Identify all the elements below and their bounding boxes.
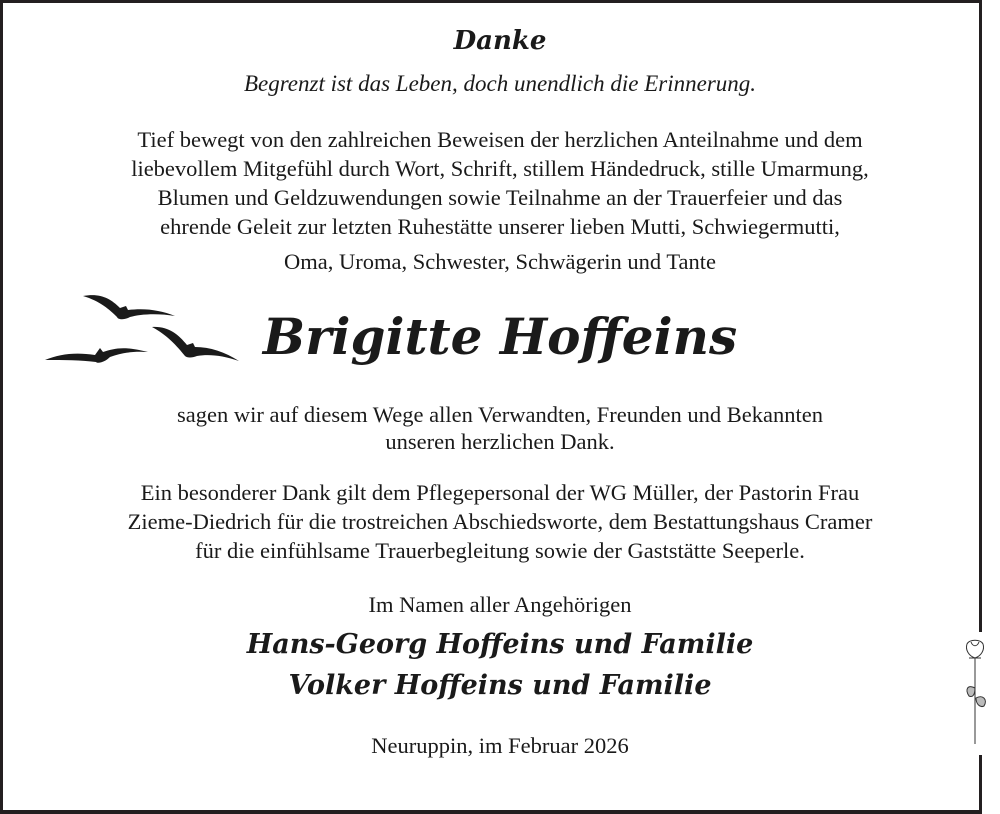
frame-border-right-lower: [979, 755, 982, 814]
rose-icon: [955, 638, 995, 748]
intro-line: Blumen und Geldzuwendungen sowie Teilnahme an der Trauerfeier und das: [157, 185, 843, 210]
intro-line: ehrende Geleit zur letzten Ruhestätte unserer lieben Mutti, Schwiegermutti,: [160, 214, 840, 239]
signatory: Hans-Georg Hoffeins und Familie: [246, 629, 754, 660]
intro-line: liebevollem Mitgefühl durch Wort, Schrift, stillem Händedruck, stille Umarmung,: [131, 156, 869, 181]
on-behalf: Im Namen aller Angehörigen: [368, 592, 632, 617]
frame-border-bottom: [0, 810, 982, 814]
intro-line: Oma, Uroma, Schwester, Schwägerin und Tante: [284, 249, 716, 274]
special-thanks-line: Zieme-Diedrich für die trostreichen Abschiedsworte, dem Bestattungshaus Cramer: [127, 509, 873, 534]
thanks-line: sagen wir auf diesem Wege allen Verwandten, Freunden und Bekannten: [177, 402, 823, 427]
deceased-name: Brigitte Hoffeins: [262, 307, 738, 366]
signatory: Volker Hoffeins und Familie: [288, 670, 712, 701]
special-thanks-line: Ein besonderer Dank gilt dem Pflegepersonal der WG Müller, der Pastorin Frau: [140, 480, 860, 505]
heading: Danke: [453, 26, 547, 56]
intro-line: Tief bewegt von den zahlreichen Beweisen der herzlichen Anteilnahme und dem: [137, 127, 863, 152]
frame-border-top: [0, 0, 982, 3]
place-date: Neuruppin, im Februar 2026: [371, 733, 629, 758]
special-thanks-line: für die einfühlsame Trauerbegleitung sowie der Gaststätte Seeperle.: [195, 538, 805, 563]
motto: Begrenzt ist das Leben, doch unendlich die Erinnerung.: [243, 71, 757, 96]
thanks-line: unseren herzlichen Dank.: [385, 429, 615, 454]
